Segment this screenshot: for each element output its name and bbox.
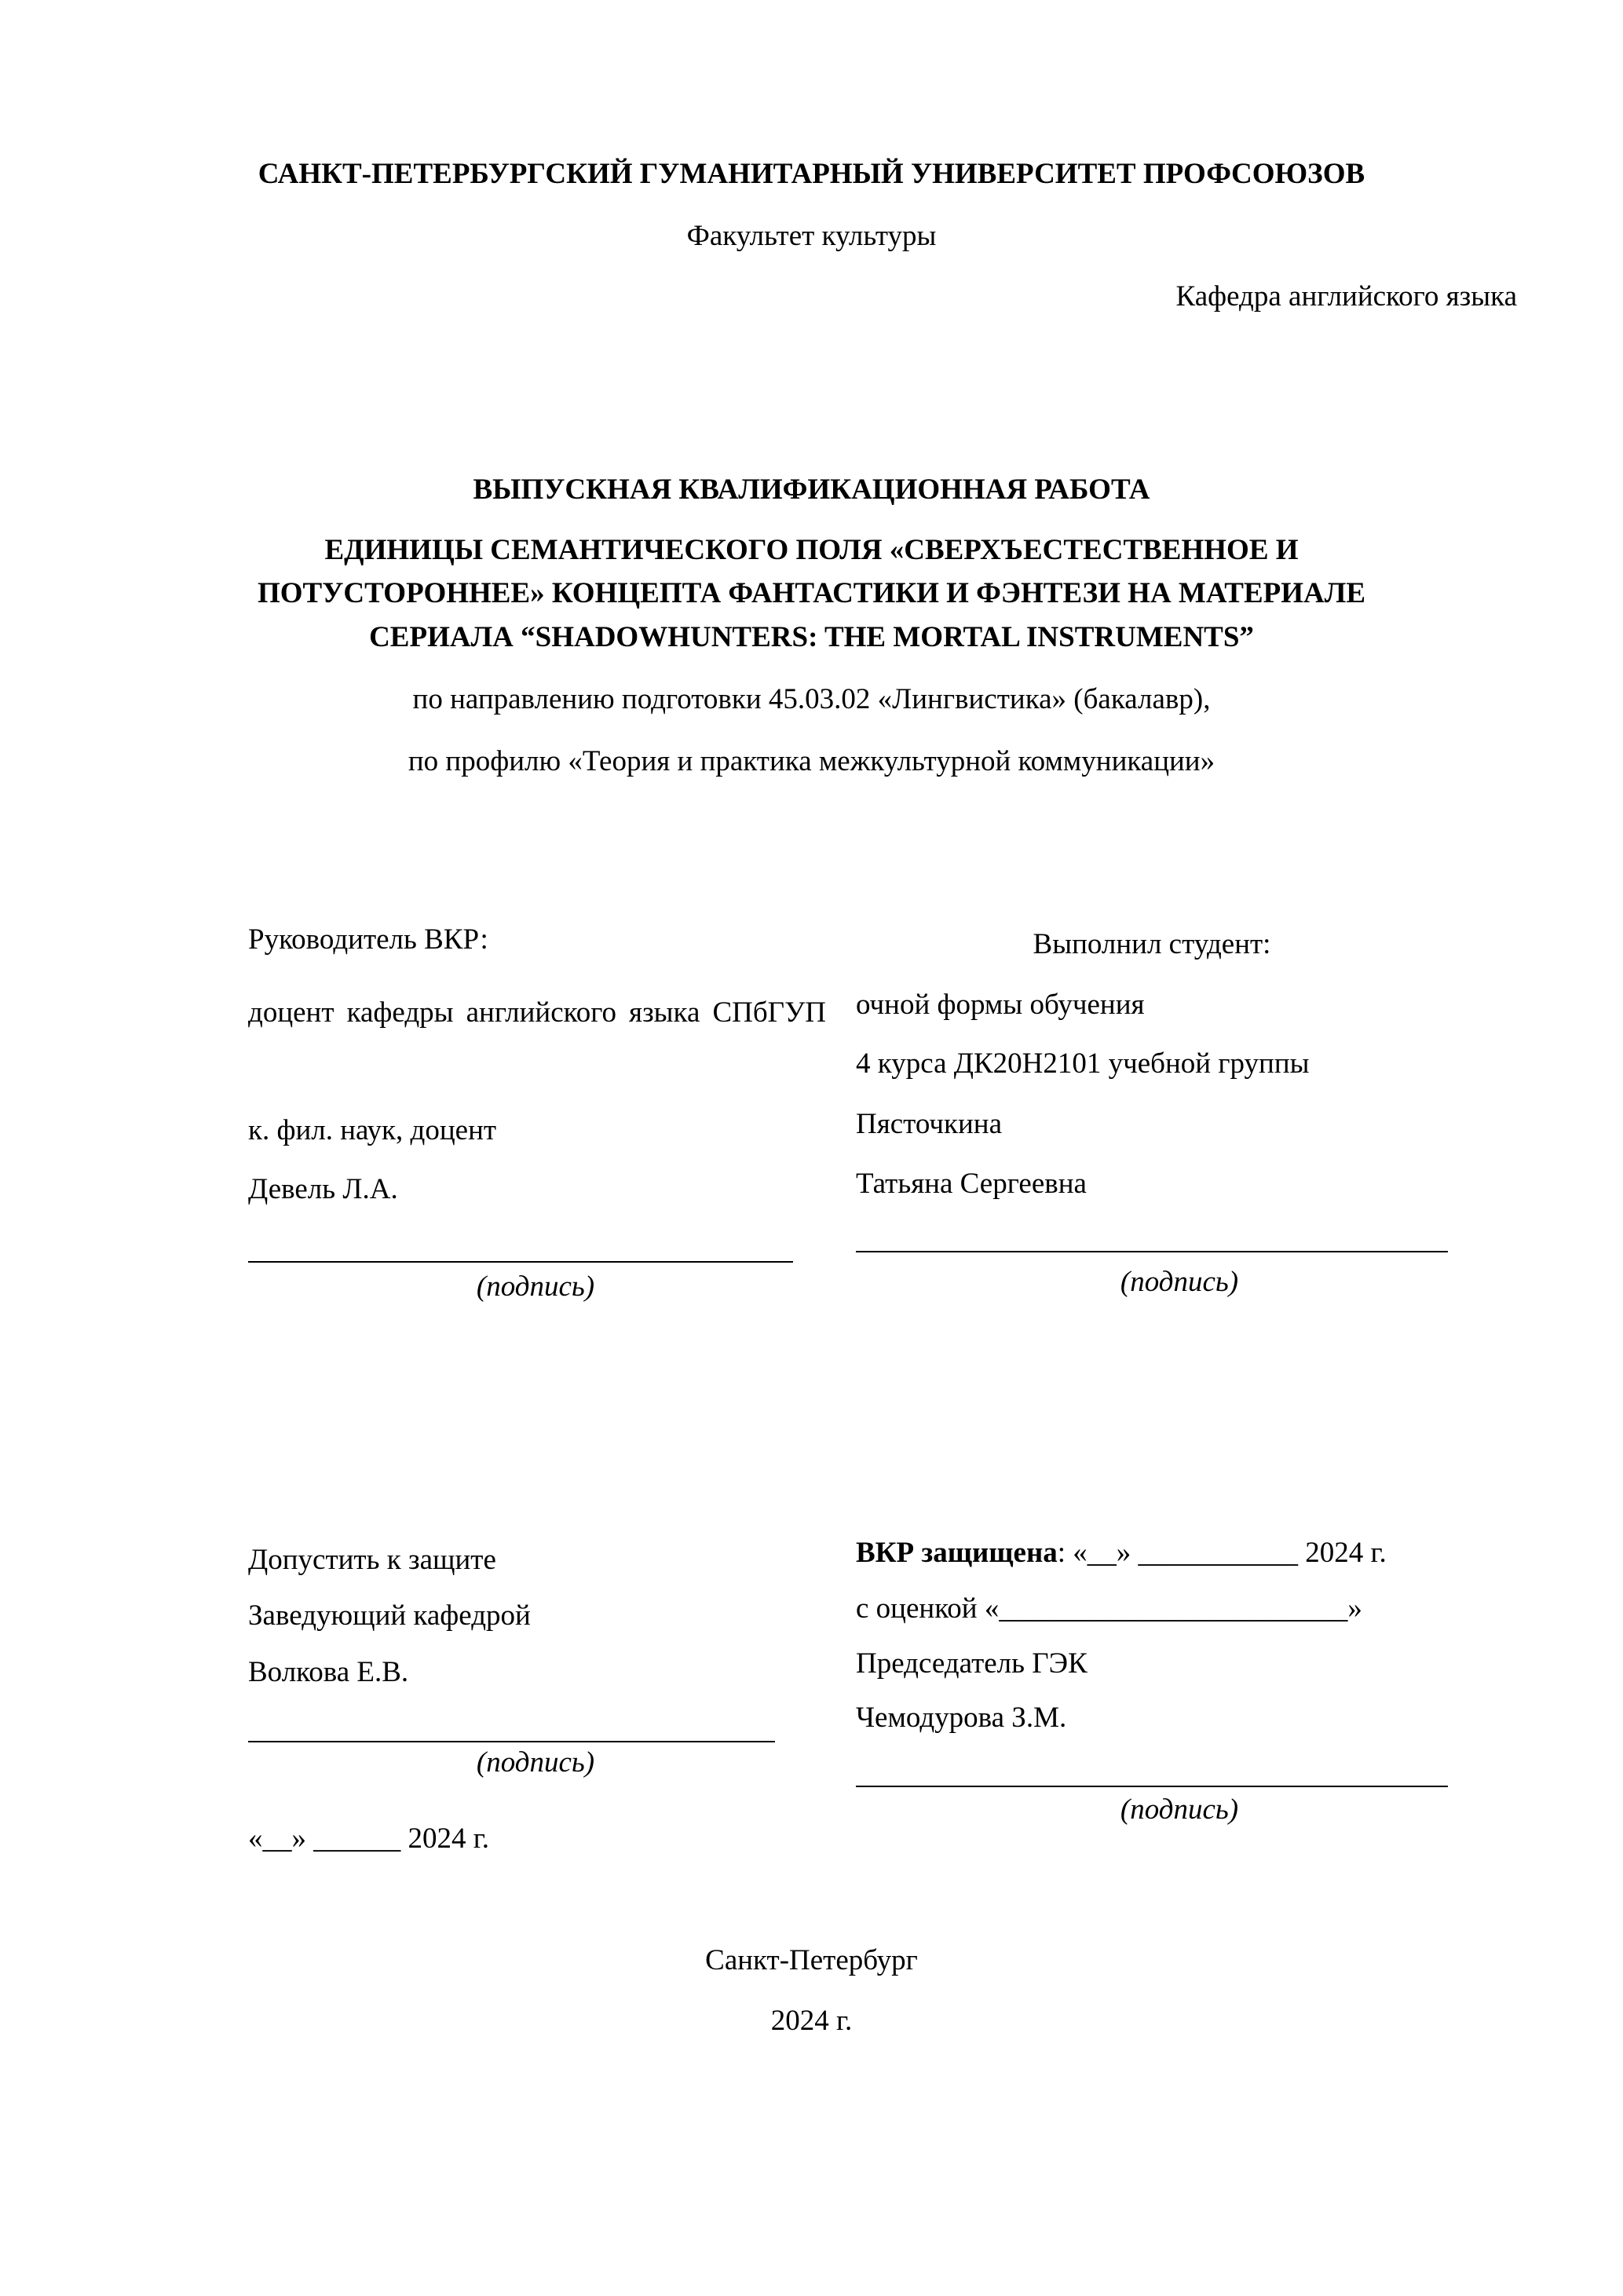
work-title-line-3: СЕРИАЛА “SHADOWHUNTERS: THE MORTAL INSTRUMENTS”	[369, 621, 1254, 653]
work-title-line-2: ПОТУСТОРОННЕЕ» КОНЦЕПТА ФАНТАСТИКИ И ФЭНТЕЗИ НА МАТЕРИАЛЕ	[257, 577, 1366, 609]
admission-signature-line	[248, 1741, 775, 1742]
gek-signature-line	[856, 1786, 1448, 1787]
supervisor-degree: к. фил. наук, доцент	[248, 1114, 497, 1146]
city: Санкт-Петербург	[705, 1944, 918, 1976]
profile-text: по профилю «Теория и практика межкультурной коммуникации»	[408, 745, 1215, 777]
student-name: Татьяна Сергеевна	[856, 1168, 1087, 1200]
year: 2024 г.	[770, 2005, 853, 2037]
university-name: САНКТ-ПЕТЕРБУРГСКИЙ ГУМАНИТАРНЫЙ УНИВЕРСИТЕТ ПРОФСОЮЗОВ	[258, 158, 1365, 190]
work-type: ВЫПУСКНАЯ КВАЛИФИКАЦИОННАЯ РАБОТА	[473, 473, 1150, 506]
student-surname: Пясточкина	[856, 1108, 1002, 1140]
gek-signature-caption: (подпись)	[1120, 1793, 1239, 1826]
work-title-line-1: ЕДИНИЦЫ СЕМАНТИЧЕСКОГО ПОЛЯ «СВЕРХЪЕСТЕСТВЕННОЕ И	[324, 534, 1299, 566]
defense-line	[856, 1536, 1387, 1570]
admission-name: Волкова Е.В.	[248, 1656, 409, 1688]
supervisor-signature-caption: (подпись)	[476, 1270, 595, 1303]
defense-grade: с оценкой «________________________»	[856, 1592, 1362, 1625]
student-signature-caption: (подпись)	[1120, 1266, 1239, 1298]
student-label: Выполнил студент:	[1033, 928, 1271, 960]
admission-role: Заведующий кафедрой	[248, 1600, 531, 1632]
admission-date: «__» ______ 2024 г.	[248, 1823, 490, 1855]
admission-signature-caption: (подпись)	[476, 1746, 595, 1779]
student-group: 4 курса ДК20Н2101 учебной группы	[856, 1047, 1310, 1080]
defense-date: : «__» ___________ 2024 г.	[1057, 1537, 1387, 1569]
student-signature-line	[856, 1251, 1448, 1252]
gek-chair-role: Председатель ГЭК	[856, 1647, 1087, 1680]
faculty-name: Факультет культуры	[686, 220, 937, 252]
gek-chair-name: Чемодурова З.М.	[856, 1702, 1067, 1734]
supervisor-name: Девель Л.А.	[248, 1173, 398, 1205]
supervisor-label: Руководитель ВКР:	[248, 923, 488, 956]
direction-text: по направлению подготовки 45.03.02 «Лингвистика» (бакалавр),	[412, 683, 1211, 715]
supervisor-signature-line	[248, 1261, 793, 1263]
admission-label: Допустить к защите	[248, 1544, 496, 1576]
student-form: очной формы обучения	[856, 989, 1145, 1021]
defense-label: ВКР защищена	[856, 1537, 1058, 1569]
department-name: Кафедра английского языка	[1175, 280, 1517, 313]
supervisor-position: доцент кафедры английского языка СПбГУП	[248, 996, 826, 1029]
